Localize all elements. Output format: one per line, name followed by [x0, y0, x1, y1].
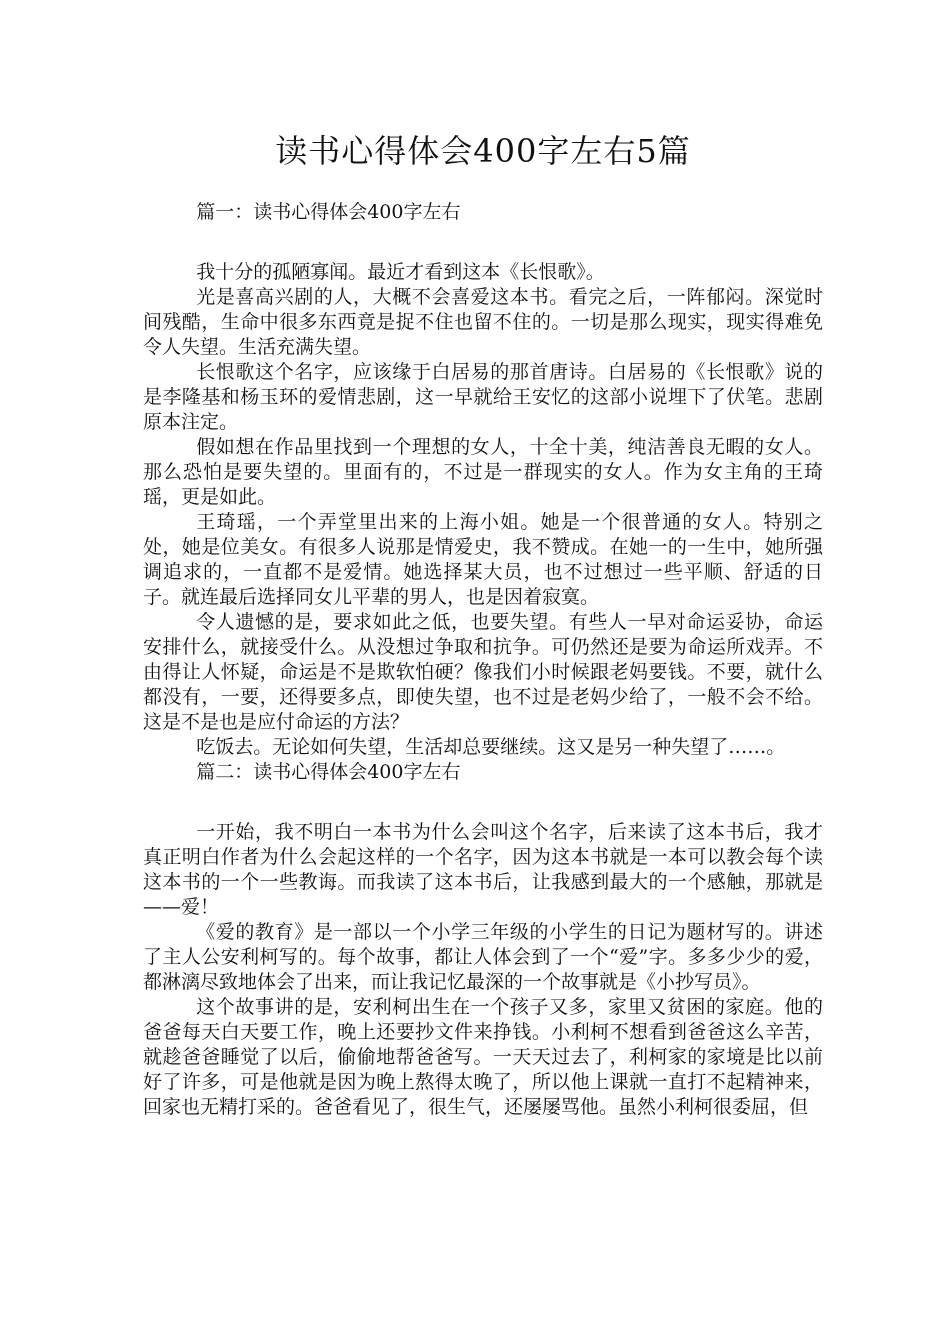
paragraph: 《爱的教育》是一部以一个小学三年级的小学生的日记为题材写的。讲述了主人公安利柯写的。每个故事，都让人体会到了一个“爱”字。多多少少的爱，都淋漓尽致地体会了出来，而让我记忆最深的一个故事就是《小抄写员》。	[143, 921, 823, 993]
document-title: 读书心得体会400字左右5篇	[275, 132, 691, 170]
paragraph: 长恨歌这个名字，应该缘于白居易的那首唐诗。白居易的《长恨歌》说的是李隆基和杨玉环的爱情悲剧，这一早就给王安忆的这部小说埋下了伏笔。悲剧原本注定。	[143, 361, 823, 433]
section-heading-1: 篇一：读书心得体会400字左右	[196, 201, 461, 223]
paragraph: 王琦瑶，一个弄堂里出来的上海小姐。她是一个很普通的女人。特别之处，她是位美女。有很多人说那是情爱史，我不赞成。在她一的一生中，她所强调追求的，一直都不是爱情。她选择某大员，也不过想过一些平顺、舒适的日子。就连最后选择同女儿平辈的男人，也是因着寂寞。	[143, 511, 823, 608]
paragraph: 令人遗憾的是，要求如此之低，也要失望。有些人一早对命运妥协，命运安排什么，就接受什么。从没想过争取和抗争。可仍然还是要为命运所戏弄。不由得让人怀疑，命运是不是欺软怕硬？像我们小时候跟老妈要钱。不要，就什么都没有，一要，还得要多点，即使失望，也不过是老妈少给了，一般不会不给。这是不是也是应付命运的方法？	[143, 611, 823, 733]
paragraph: 我十分的孤陋寡闻。最近才看到这本《长恨歌》。	[196, 261, 605, 283]
paragraph: 光是喜高兴剧的人，大概不会喜爱这本书。看完之后，一阵郁闷。深觉时间残酷，生命中很多东西竟是捉不住也留不住的。一切是那么现实，现实得难免令人失望。生活充满失望。	[143, 286, 823, 358]
paragraph: 假如想在作品里找到一个理想的女人，十全十美，纯洁善良无暇的女人。那么恐怕是要失望的。里面有的，不过是一群现实的女人。作为女主角的王琦瑶，更是如此。	[143, 436, 823, 508]
paragraph: 一开始，我不明白一本书为什么会叫这个名字，后来读了这本书后，我才真正明白作者为什么会起这样的一个名字，因为这本书就是一本可以教会每个读这本书的一个一些教诲。而我读了这本书后，让我感到最大的一个感触，那就是——爱！	[143, 821, 823, 918]
paragraph: 吃饭去。无论如何失望，生活却总要继续。这又是另一种失望了……。	[196, 736, 786, 758]
spacer	[143, 785, 823, 820]
paragraph: 这个故事讲的是，安利柯出生在一个孩子又多，家里又贫困的家庭。他的爸爸每天白天要工作，晚上还要抄文件来挣钱。小利柯不想看到爸爸这么辛苦，就趁爸爸睡觉了以后，偷偷地帮爸爸写。一天天过去了，利柯家的家境是比以前好了许多，可是他就是因为晚上熬得太晚了，所以他上课就一直打不起精神来，回家也无精打采的。爸爸看见了，很生气，还屡屡骂他。虽然小利柯很委屈，但	[143, 996, 823, 1118]
section-heading-2: 篇二：读书心得体会400字左右	[196, 761, 461, 783]
spacer	[143, 225, 823, 260]
document-page	[143, 128, 823, 1120]
